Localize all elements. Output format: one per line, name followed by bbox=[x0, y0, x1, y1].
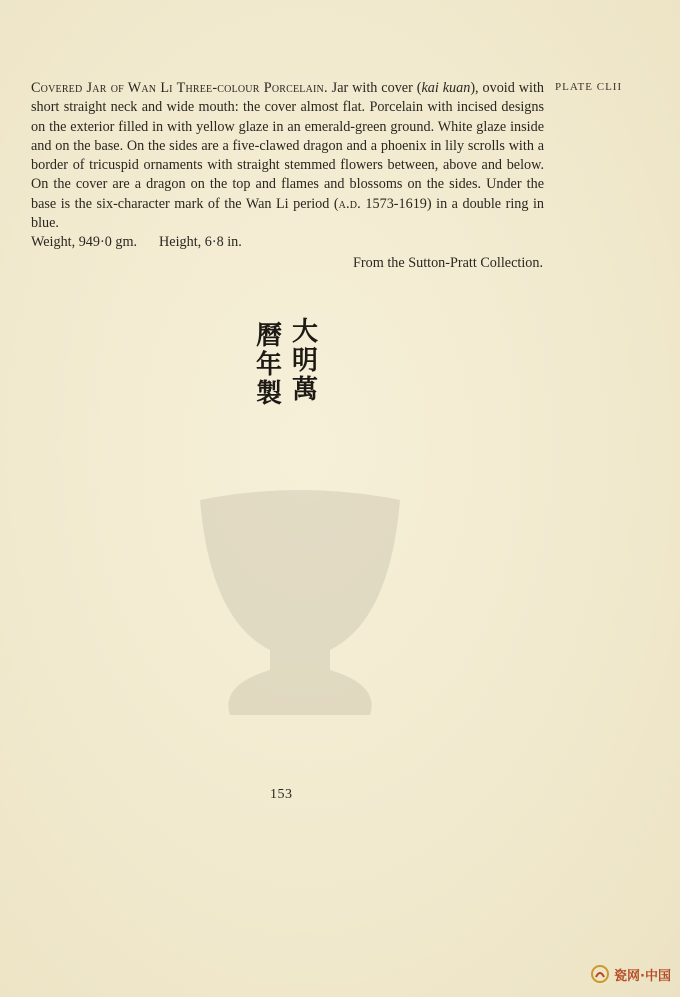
entry-text bbox=[31, 79, 544, 233]
mark-char: 曆 bbox=[255, 321, 282, 351]
catalogue-entry bbox=[31, 79, 544, 233]
weight: Weight, 949·0 gm. bbox=[31, 234, 138, 250]
kai-kuan-term: kai kuan bbox=[421, 80, 471, 96]
entry-lead: Jar with cover ( bbox=[331, 80, 422, 96]
entry-closing: ) in a double ring in blue. bbox=[31, 195, 544, 232]
provenance: From the Sutton-Pratt Collection. bbox=[353, 255, 543, 271]
height: Height, 6·8 in. bbox=[159, 234, 242, 250]
entry-body: ), ovoid with short straight neck and wide mouth: the cover almost flat. Porcelain with incised designs on the exterior filled in with yellow glaze in an emerald-green ground. White glaze inside and on the base. On the sides are a five-clawed dragon and a phoenix in lily scrolls with a border of tricuspid ornaments with straight stemmed flowers between, above and below. On the cover are a dragon on the top and flames and blossoms on the sides. Under the base is the six-character mark of the Wan Li period ( bbox=[31, 80, 544, 212]
entry-title: Covered Jar of Wan Li Three-colour Porcelain. bbox=[31, 80, 328, 96]
mark-char: 萬 bbox=[291, 375, 318, 405]
watermark-logo bbox=[590, 964, 671, 984]
reign-mark-right-column bbox=[288, 318, 322, 405]
plate-label: PLATE CLII bbox=[555, 81, 623, 93]
date-range: 1573-1619 bbox=[360, 195, 427, 212]
mark-char: 大 bbox=[291, 317, 318, 347]
porcelain-logo-icon bbox=[590, 964, 610, 984]
date-abbrev: a.d. bbox=[338, 195, 361, 212]
show-through-vessel bbox=[180, 470, 420, 730]
watermark-text: 瓷网·中国 bbox=[614, 968, 671, 984]
measurements bbox=[31, 234, 242, 251]
reign-mark-left-column bbox=[252, 322, 286, 409]
mark-char: 製 bbox=[255, 379, 282, 409]
page-number: 153 bbox=[270, 787, 293, 802]
mark-char: 明 bbox=[291, 346, 318, 376]
mark-char: 年 bbox=[255, 350, 282, 380]
